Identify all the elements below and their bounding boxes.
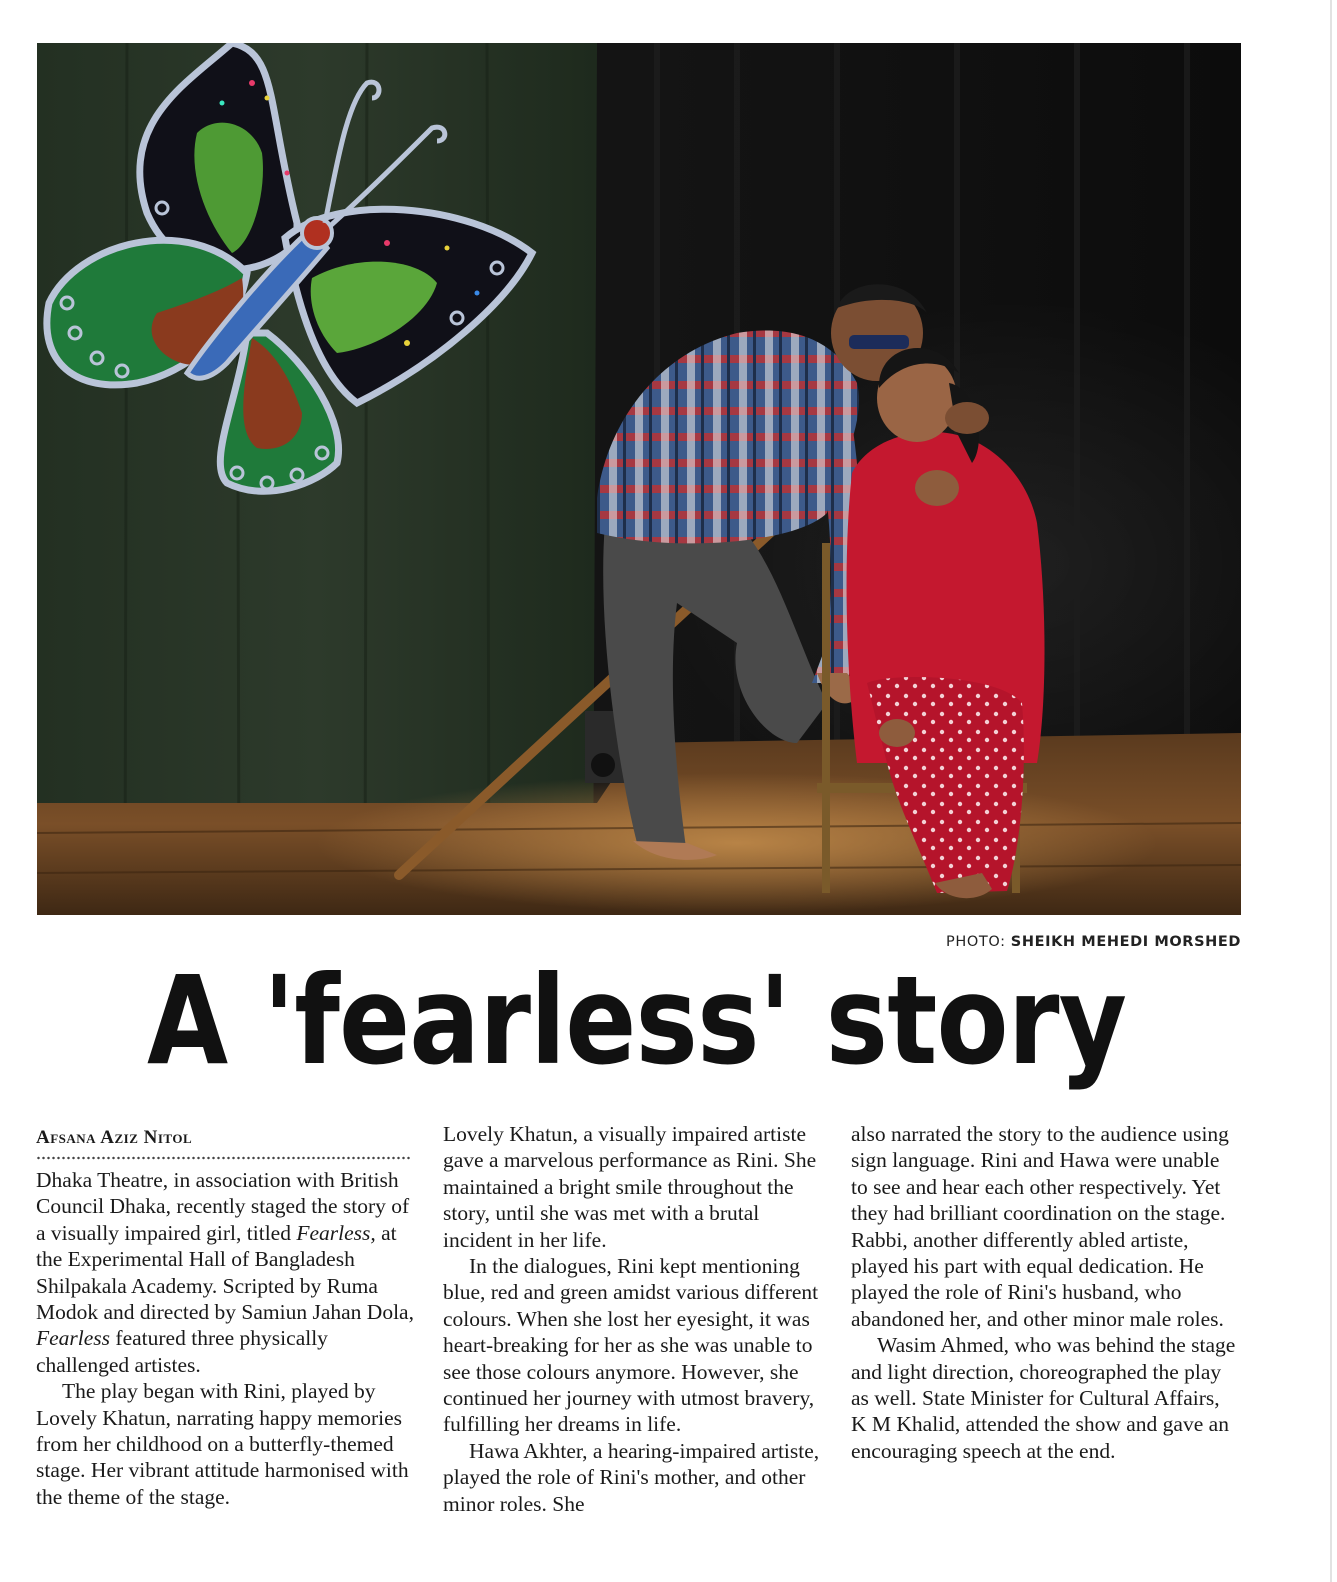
headline: A 'fearless' story [146, 950, 1127, 1092]
article-paragraph: The play began with Rini, played by Lovely Khatun, narrating happy memories from her childhood on a butterfly-themed stage. Her vibrant attitude harmonised with the theme of the stage. [36, 1379, 409, 1509]
article-column-3 [851, 1121, 1236, 1464]
article-paragraph: In the dialogues, Rini kept mentioning blue, red and green amidst various different colours. When she lost her eyesight, it was heart-breaking for her as she was unable to see those colours anymore. However, she continued her journey with utmost bravery, fulfilling her dreams in life. [443, 1254, 819, 1437]
stage-photo-illustration [37, 43, 1241, 915]
article-paragraph: Hawa Akhter, a hearing-impaired artiste, played the role of Rini's mother, and other minor roles. She [443, 1438, 820, 1516]
article-column-1 [36, 1121, 421, 1510]
article-paragraph: Dhaka Theatre, in association with British Council Dhaka, recently staged the story of a visually impaired girl, titled Fearless, at the Experimental Hall of Bangladesh Shilpakala Academy. Scripted by Ruma Modok and directed by Samiun Jahan Dola, Fearless featured three physically challenged artistes. [36, 1168, 414, 1377]
article-column-2 [443, 1121, 828, 1517]
page-edge-divider [1330, 0, 1332, 1582]
photo-credit: PHOTO: SHEIKH MEHEDI MORSHED [946, 934, 1241, 950]
article-paragraph: Lovely Khatun, a visually impaired artiste gave a marvelous performance as Rini. She maintained a bright smile throughout the story, until she was met with a brutal incident in her life. [443, 1122, 817, 1252]
article-paragraph: Wasim Ahmed, who was behind the stage and light direction, choreographed the play as well. State Minister for Cultural Affairs, K M Khalid, attended the show and gave an encouraging speech at the end. [851, 1333, 1236, 1463]
byline: Afsana Aziz Nitol [36, 1127, 193, 1148]
photographer-name: SHEIKH MEHEDI MORSHED [1010, 934, 1241, 950]
stage-photo [37, 43, 1241, 915]
article-paragraph: also narrated the story to the audience using sign language. Rini and Hawa were unable to see and hear each other respectively. Yet they had brilliant coordination on the stage. Rabbi, another differently abled artiste, played his part with equal dedication. He played the role of Rini's husband, who abandoned her, and other minor male roles. [851, 1122, 1229, 1331]
byline-dotted-divider [36, 1155, 412, 1161]
